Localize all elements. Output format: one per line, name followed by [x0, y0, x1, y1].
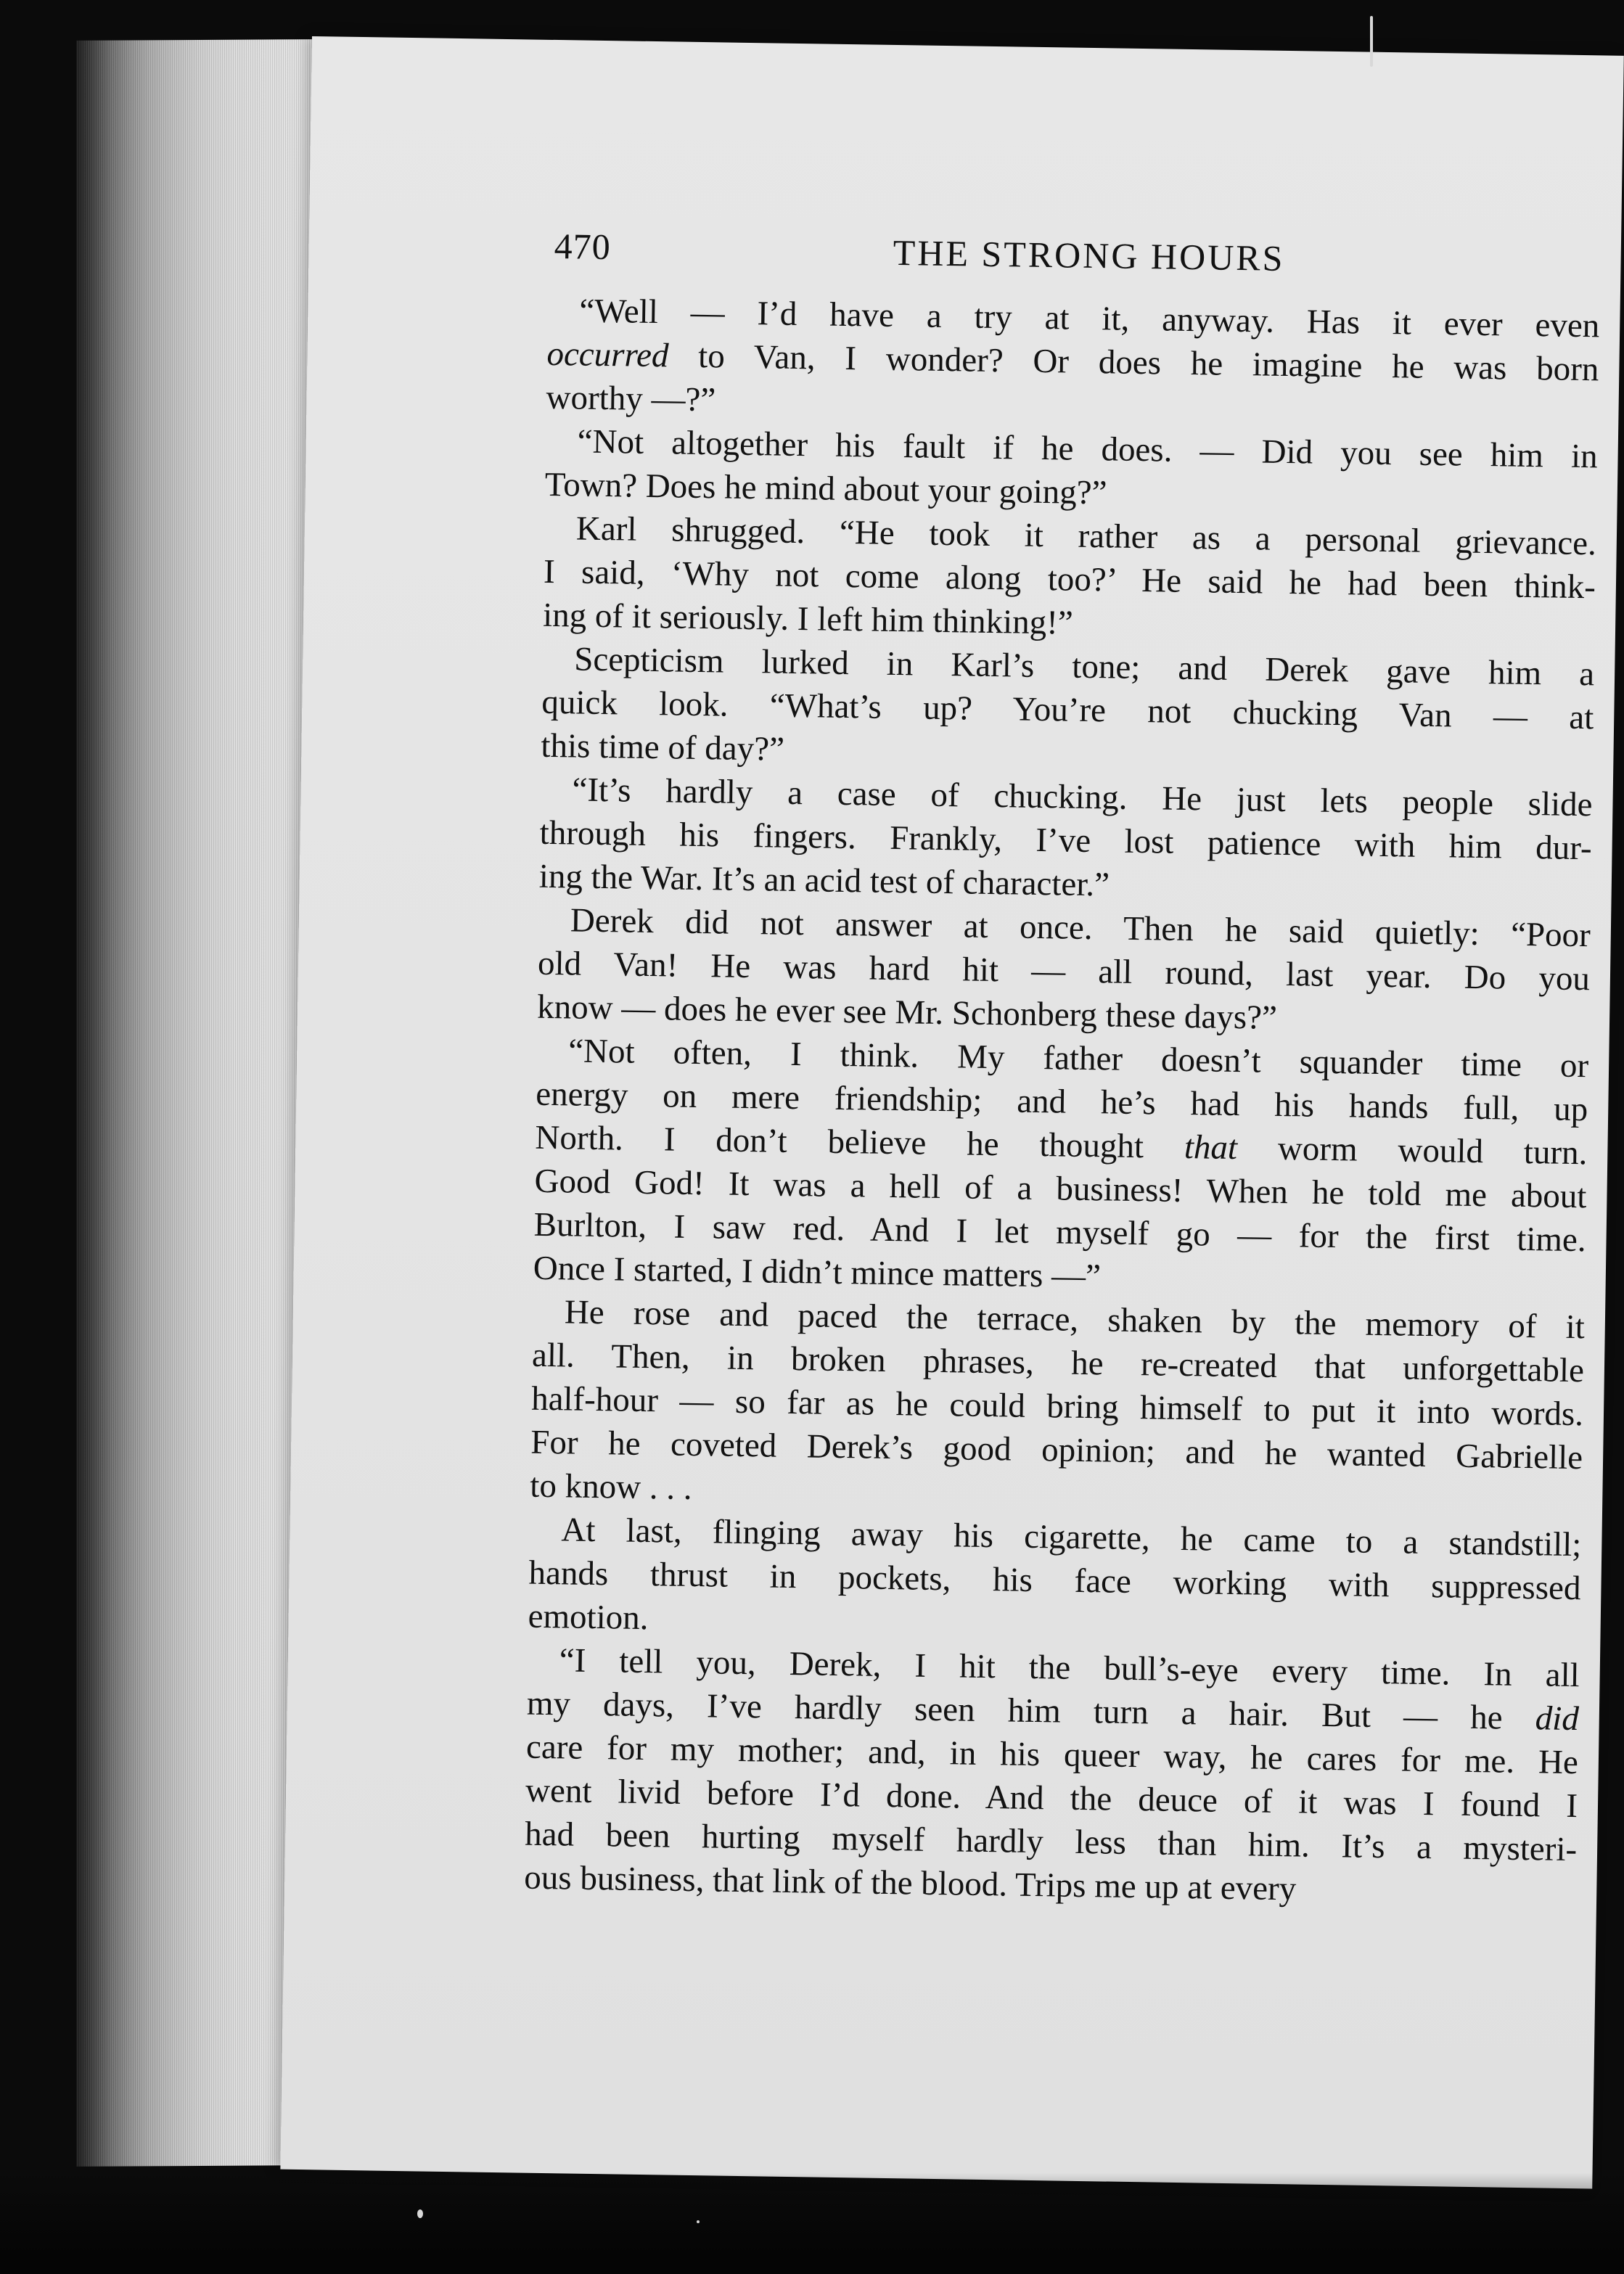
paragraph — [538, 768, 1593, 914]
text-line: all. Then, in broken phrases, he re-created that unforgettable — [531, 1336, 1585, 1390]
text-line: Good God! It was a hell of a business! When he told me about — [534, 1162, 1587, 1216]
text-line: had been hurting myself hardly less than him. It’s a mysteri- — [524, 1815, 1578, 1869]
scan-artifact — [1370, 16, 1373, 67]
running-head — [548, 225, 1601, 292]
text-line: this time of day?” — [541, 726, 785, 768]
text-line: Karl shrugged. “He took it rather as a personal grievance. — [575, 509, 1597, 563]
paragraph — [530, 1290, 1585, 1523]
text-line: went livid before I’d done. And the deuce of it was I found I — [525, 1771, 1578, 1826]
paragraph — [537, 898, 1591, 1044]
book-page — [280, 36, 1623, 2188]
text-line: ous business, that link of the blood. Trips me up at every — [524, 1858, 1297, 1908]
dust-speck — [417, 2209, 423, 2218]
text-line: “It’s hardly a case of chucking. He just lets people slide — [572, 771, 1593, 824]
text-line: know — does he ever see Mr. Schonberg these days?” — [536, 988, 1278, 1037]
text-line: “Well — I’d have a try at it, anyway. Has it ever even — [579, 292, 1600, 345]
text-line: care for my mother; and, in his queer way, he cares for me. He — [525, 1728, 1579, 1782]
running-title: THE STRONG HOURS — [893, 231, 1285, 279]
text-line: He rose and paced the terrace, shaken by the memory of it — [564, 1293, 1586, 1347]
text-line: “I tell you, Derek, I hit the bull’s-eye every time. In all — [559, 1641, 1580, 1695]
text-line: Scepticism lurked in Karl’s tone; and Derek gave him a — [573, 640, 1595, 694]
text-line: North. I don’t believe he thought that worm would turn. — [535, 1118, 1588, 1173]
text-line: to know . . . — [530, 1466, 693, 1507]
text-line: I said, ‘Why not come along too?’ He said he had been think- — [543, 552, 1596, 607]
paragraph — [533, 1029, 1588, 1305]
text-line: hands thrust in pockets, his face working with suppressed — [528, 1553, 1581, 1608]
paragraph — [528, 1508, 1582, 1654]
text-line: At last, flinging away his cigarette, he came to a standstill; — [561, 1511, 1582, 1564]
paragraph — [544, 419, 1598, 522]
text-line: Town? Does he mind about your going?” — [544, 465, 1107, 512]
text-line: Burlton, I saw red. And I let myself go — for the first time. — [533, 1205, 1586, 1260]
paragraph — [546, 289, 1600, 435]
text-line: energy on mere friendship; and he’s had his hands full, up — [536, 1075, 1588, 1129]
text-block — [524, 225, 1601, 1915]
text-line: emotion. — [528, 1597, 649, 1638]
text-line: my days, I’ve hardly seen him turn a hair. But — he did — [526, 1684, 1580, 1739]
paragraph — [543, 506, 1597, 652]
dust-speck — [697, 2220, 700, 2223]
text-line: through his fingers. Frankly, I’ve lost patience with him dur- — [539, 813, 1592, 868]
text-line: old Van! He was hard hit — all round, last year. Do you — [537, 944, 1591, 998]
text-line: “Not often, I think. My father doesn’t squander time or — [567, 1032, 1589, 1085]
text-line: ing of it seriously. I left him thinking!” — [542, 596, 1074, 642]
text-line: Derek did not answer at once. Then he said quietly: “Poor — [570, 901, 1591, 955]
text-line: occurred to Van, I wonder? Or does he imagine he was born — [546, 334, 1599, 389]
text-line: For he coveted Derek’s good opinion; and he wanted Gabrielle — [530, 1423, 1583, 1477]
text-line: “Not altogether his fault if he does. — Did you see him in — [577, 422, 1598, 476]
paragraph — [524, 1638, 1580, 1915]
text-line: half-hour — so far as he could bring himself to put it into words. — [530, 1379, 1584, 1434]
page-number: 470 — [554, 225, 612, 268]
body-text — [524, 289, 1600, 1915]
book-page-edge — [76, 39, 319, 2167]
text-line: worthy —?” — [546, 378, 716, 419]
text-line: ing the War. It’s an acid test of character.” — [538, 857, 1110, 904]
bottom-shadow — [0, 2172, 1624, 2274]
text-line: quick look. “What’s up? You’re not chucking Van — at — [541, 683, 1594, 737]
text-line: Once I started, I didn’t mince matters —” — [533, 1249, 1102, 1296]
paragraph — [541, 637, 1595, 783]
